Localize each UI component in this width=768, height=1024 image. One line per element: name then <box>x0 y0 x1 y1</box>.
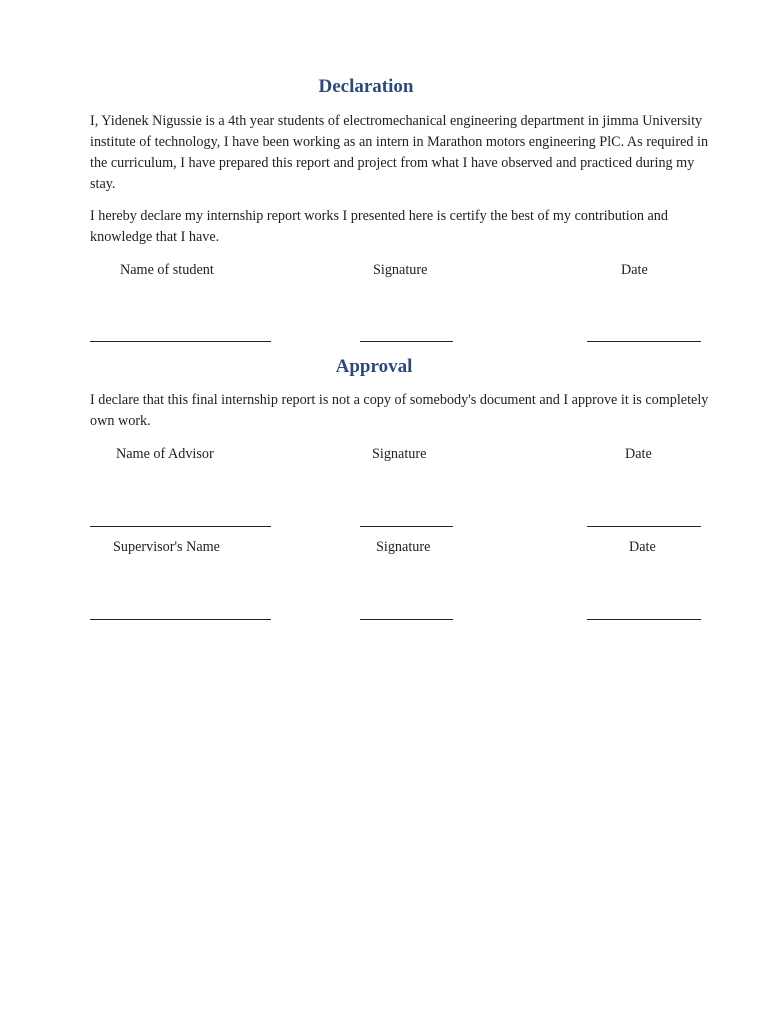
declaration-paragraph-1: I, Yidenek Nigussie is a 4th year students of electromechanical engineering department in jimma University institute of technology, I have been working as an intern in Marathon motors engineering PlC. As required in the curriculum, I have prepared this report and project from what I have observed and practiced during my stay. <box>90 113 709 192</box>
student-name-line[interactable] <box>90 341 271 342</box>
advisor-signature-label: Signature <box>372 446 427 462</box>
student-name-label: Name of student <box>120 262 214 278</box>
advisor-name-line[interactable] <box>90 526 271 527</box>
advisor-date-label: Date <box>625 446 652 462</box>
supervisor-name-line[interactable] <box>90 619 271 620</box>
supervisor-date-line[interactable] <box>587 619 701 620</box>
approval-title: Approval <box>335 356 413 377</box>
advisor-signature-line[interactable] <box>360 526 453 527</box>
advisor-name-label: Name of Advisor <box>116 446 214 462</box>
supervisor-signature-line[interactable] <box>360 619 453 620</box>
declaration-paragraph-2: I hereby declare my internship report works I presented here is certify the best of my contribution and knowledge that I have. <box>90 208 668 245</box>
student-signature-label: Signature <box>373 262 428 278</box>
supervisor-date-label: Date <box>629 539 656 555</box>
student-signature-line[interactable] <box>360 341 453 342</box>
declaration-title: Declaration <box>318 76 414 97</box>
student-date-line[interactable] <box>587 341 701 342</box>
approval-paragraph: I declare that this final internship report is not a copy of somebody's document and I approve it is completely own work. <box>90 392 709 429</box>
student-date-label: Date <box>621 262 648 278</box>
supervisor-signature-label: Signature <box>376 539 431 555</box>
supervisor-name-label: Supervisor's Name <box>113 539 220 555</box>
advisor-date-line[interactable] <box>587 526 701 527</box>
